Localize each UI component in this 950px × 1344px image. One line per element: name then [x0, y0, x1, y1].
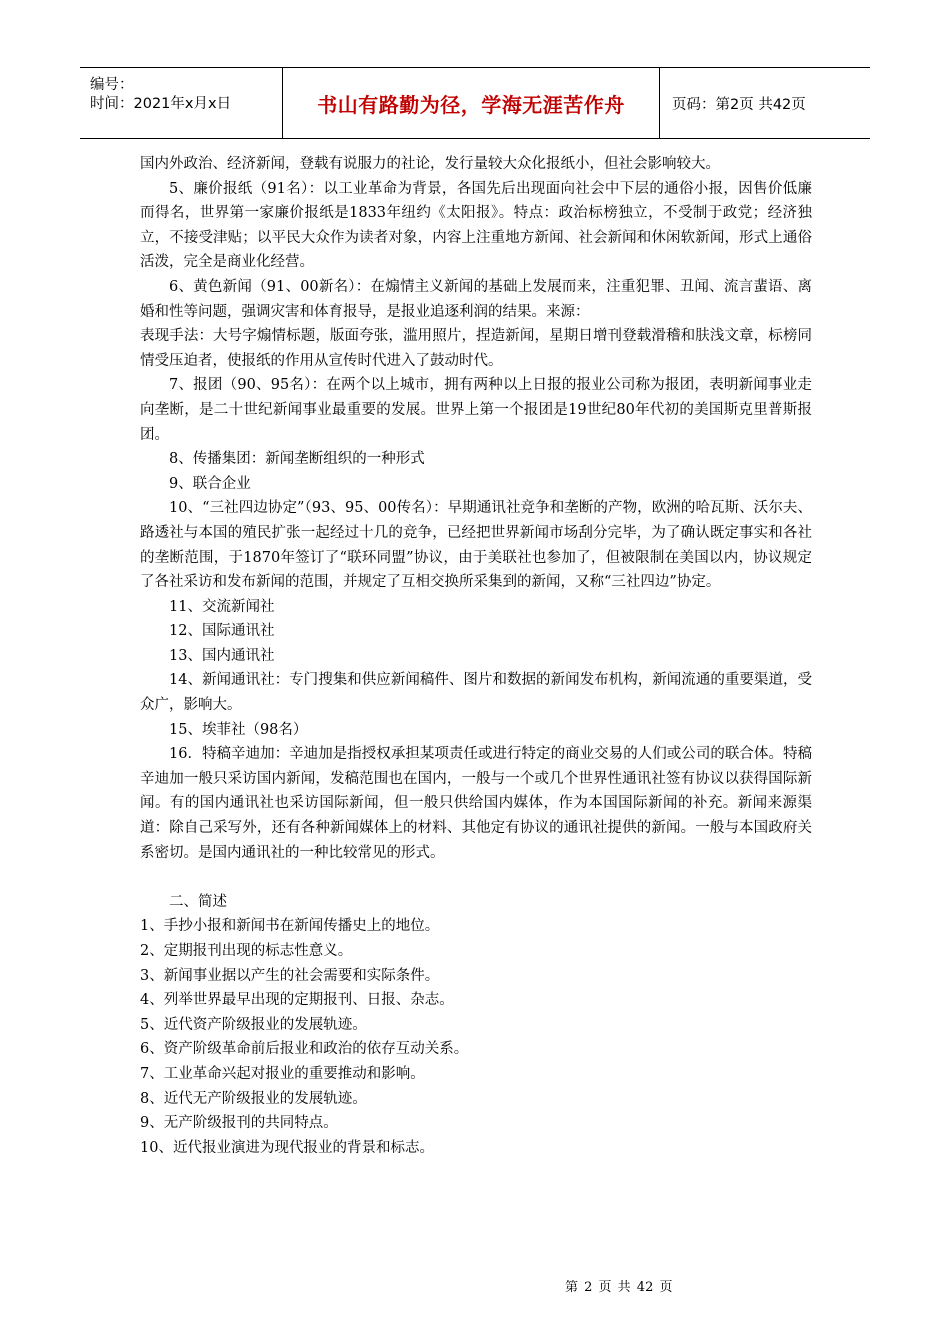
header-center-cell [283, 68, 660, 138]
paragraph: 7、报团（90、95名）：在两个以上城市，拥有两种以上日报的报业公司称为报团，表明新闻事业走向垄断，是二十世纪新闻事业最重要的发展。世界上第一个报团是19世纪80年代初的美国斯克里普斯报团。 [140, 377, 812, 443]
header-page-number: 页码：第2页 共42页 [672, 96, 806, 113]
paragraph: 10、“三社四边协定”（93、95、00传名）：早期通讯社竞争和垄断的产物，欧洲的哈瓦斯、沃尔夫、路透社与本国的殖民扩张一起经过十几的竞争，已经把世界新闻市场刮分完毕，为了确认既定事实和各社的垄断范围，于1870年签订了“联环同盟”协议，由于美联社也参加了，但被限制在美国以内，协议规定了各社采访和发布新闻的范围，并规定了互相交换所采集到的新闻，又称“三社四边”协定。 [140, 500, 812, 591]
header-right-cell [660, 68, 870, 138]
document-body [140, 152, 812, 1160]
list-item: 8、近代无产阶级报业的发展轨迹。 [140, 1090, 367, 1107]
paragraph: 13、国内通讯社 [169, 647, 275, 664]
paragraph: 国内外政治、经济新闻，登载有说服力的社论，发行量较大众化报纸小，但社会影响较大。 [140, 156, 720, 172]
header-motto: 书山有路勤为径，学海无涯苦作舟 [317, 92, 625, 117]
document-number-label: 编号： [90, 77, 134, 93]
paragraph: 15、埃菲社（98名） [169, 721, 308, 738]
header-left-cell [80, 68, 283, 138]
list-item: 9、无产阶级报刊的共同特点。 [140, 1115, 338, 1132]
document-date-label: 时间：2021年x月x日 [90, 96, 232, 112]
list-item: 1、手抄小报和新闻书在新闻传播史上的地位。 [140, 918, 440, 935]
paragraph: 表现手法：大号字煽情标题，版面夸张，滥用照片，捏造新闻，星期日增刊登载滑稽和肤浅文章，标榜同情受压迫者，使报纸的作用从宣传时代进入了鼓动时代。 [140, 328, 812, 369]
list-item: 10、近代报业演进为现代报业的背景和标志。 [140, 1139, 434, 1156]
paragraph: 8、传播集团：新闻垄断组织的一种形式 [169, 451, 425, 468]
paragraph: 14、新闻通讯社：专门搜集和供应新闻稿件、图片和数据的新闻发布机构，新闻流通的重要渠道，受众广，影响大。 [140, 672, 812, 714]
paragraph: 5、廉价报纸（91名）：以工业革命为背景，各国先后出现面向社会中下层的通俗小报，因售价低廉而得名，世界第一家廉价报纸是1833年纽约《太阳报》。特点：政治标榜独立，不受制于政党；经济独立，不接受津贴；以平民大众作为读者对象，内容上注重地方新闻、社会新闻和休闲软新闻，形式上通俗活泼，完全是商业化经营。 [140, 180, 812, 271]
paragraph: 16．特稿辛迪加：辛迪加是指授权承担某项责任或进行特定的商业交易的人们或公司的联合体。特稿辛迪加一般只采访国内新闻，发稿范围也在国内，一般与一个或几个世界性通讯社签有协议以获得国际新闻。有的国内通讯社也采访国际新闻，但一般只供给国内媒体，作为本国国际新闻的补充。新闻来源渠道：除自己采写外，还有各种新闻媒体上的材料、其他定有协议的通讯社提供的新闻。一般与本国政府关系密切。是国内通讯社的一种比较常见的形式。 [140, 746, 812, 861]
list-item: 6、资产阶级革命前后报业和政治的依存互动关系。 [140, 1041, 469, 1058]
page-footer: 第 2 页 共 42 页 [565, 1280, 673, 1295]
list-item: 5、近代资产阶级报业的发展轨迹。 [140, 1016, 367, 1033]
list-item: 2、定期报刊出现的标志性意义。 [140, 943, 353, 959]
list-item: 7、工业革命兴起对报业的重要推动和影响。 [140, 1065, 425, 1082]
page-header [80, 67, 870, 139]
list-item: 4、列举世界最早出现的定期报刊、日报、杂志。 [140, 992, 454, 1009]
paragraph: 6、黄色新闻（91、00新名）：在煽情主义新闻的基础上发展而来，注重犯罪、丑闻、流言蜚语、离婚和性等问题，强调灾害和体育报导，是报业追逐利润的结果。来源： [140, 278, 812, 320]
list-item: 3、新闻事业据以产生的社会需要和实际条件。 [140, 967, 440, 984]
section-spacer [140, 865, 812, 890]
section-title: 二、简述 [169, 893, 227, 910]
paragraph: 12、国际通讯社 [169, 623, 275, 640]
paragraph: 11、交流新闻社 [169, 598, 275, 615]
paragraph: 9、联合企业 [169, 475, 251, 492]
